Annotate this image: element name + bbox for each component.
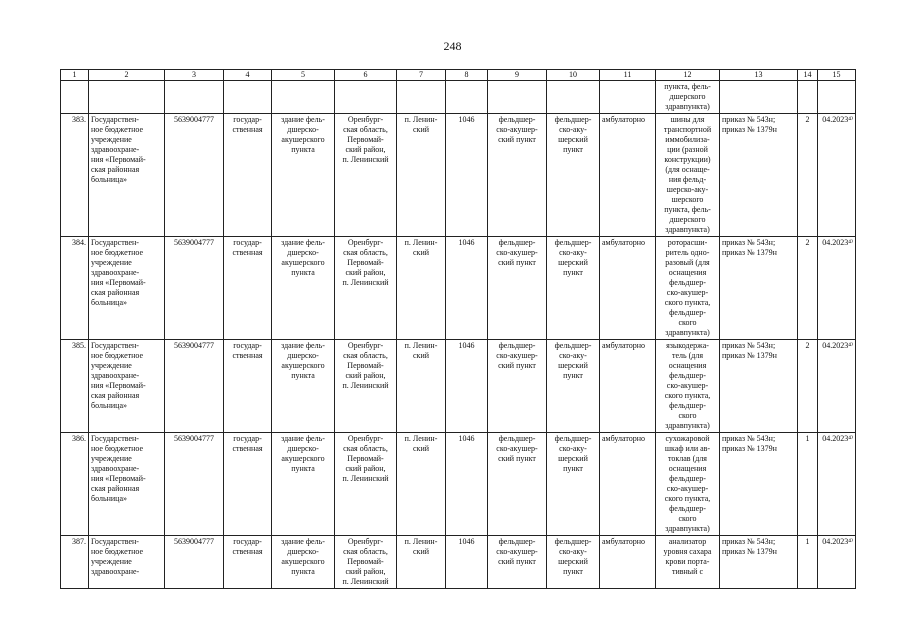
- unit-name: фельдшер- ско-аку- шерский пункт: [547, 536, 600, 589]
- quantity: 1: [798, 536, 818, 589]
- ownership-type: государ- ственная: [224, 114, 272, 237]
- date: 04.2023⁴⁾: [818, 237, 856, 340]
- address: Оренбург- ская область, Первомай- ский район, п. Ленинский: [335, 237, 397, 340]
- care-form: амбулаторно: [600, 114, 656, 237]
- inn-code: 5639004777: [165, 114, 224, 237]
- ownership-type: государ- ственная: [224, 237, 272, 340]
- care-form: амбулаторно: [600, 237, 656, 340]
- ownership-type: государ- ственная: [224, 536, 272, 589]
- column-header: 3: [165, 70, 224, 81]
- table-row: [61, 433, 856, 536]
- order-reference: приказ № 543н; приказ № 1379н: [720, 237, 798, 340]
- code: 1046: [446, 114, 488, 237]
- column-header: 12: [656, 70, 720, 81]
- equipment-name: анализатор уровня сахара крови порта- тивный с: [656, 536, 720, 589]
- quantity: 2: [798, 114, 818, 237]
- column-header: 2: [89, 70, 165, 81]
- row-number: 384.: [61, 237, 89, 340]
- unit-name: фельдшер- ско-аку- шерский пункт: [547, 433, 600, 536]
- equipment-name: шины для транспортной иммобилиза- ции (разной конструкции) (для оснаще- ния фельд- шерско-аку- шерского пункта, фель- дшерского здравпункта): [656, 114, 720, 237]
- column-header: 11: [600, 70, 656, 81]
- care-form: амбулаторно: [600, 433, 656, 536]
- column-header: 4: [224, 70, 272, 81]
- unit-type: фельдшер- ско-акушер- ский пункт: [488, 114, 547, 237]
- date: 04.2023⁴⁾: [818, 536, 856, 589]
- locality: п. Ленин- ский: [397, 237, 446, 340]
- column-header: 7: [397, 70, 446, 81]
- organization-name: Государствен- ное бюджетное учреждение здравоохране- ния «Первомай- ская районная больница»: [89, 237, 165, 340]
- column-header: 15: [818, 70, 856, 81]
- order-reference: приказ № 543н; приказ № 1379н: [720, 536, 798, 589]
- inn-code: 5639004777: [165, 433, 224, 536]
- address: Оренбург- ская область, Первомай- ский район, п. Ленинский: [335, 114, 397, 237]
- unit-name: фельдшер- ско-аку- шерский пункт: [547, 237, 600, 340]
- locality: п. Ленин- ский: [397, 340, 446, 433]
- column-header: 6: [335, 70, 397, 81]
- row-number: 383.: [61, 114, 89, 237]
- locality: п. Ленин- ский: [397, 114, 446, 237]
- table-row: [61, 237, 856, 340]
- row-number: 386.: [61, 433, 89, 536]
- order-reference: приказ № 543н; приказ № 1379н: [720, 340, 798, 433]
- column-header: 10: [547, 70, 600, 81]
- unit-type: фельдшер- ско-акушер- ский пункт: [488, 433, 547, 536]
- quantity: 1: [798, 433, 818, 536]
- unit-type: фельдшер- ско-акушер- ский пункт: [488, 340, 547, 433]
- quantity: 2: [798, 340, 818, 433]
- address: Оренбург- ская область, Первомай- ский район, п. Ленинский: [335, 340, 397, 433]
- care-form: амбулаторно: [600, 340, 656, 433]
- table-row: [61, 114, 856, 237]
- table-row: [61, 340, 856, 433]
- organization-name: Государствен- ное бюджетное учреждение здравоохране-: [89, 536, 165, 589]
- page-number: 248: [443, 39, 462, 53]
- date: 04.2023⁴⁾: [818, 433, 856, 536]
- registry-table: [60, 69, 856, 589]
- code: 1046: [446, 536, 488, 589]
- equipment-name: сухожаровой шкаф или ав- токлав (для оснащения фельдшер- ско-акушер- ского пункта, фельдшер- ского здравпункта): [656, 433, 720, 536]
- organization-name: Государствен- ное бюджетное учреждение здравоохране- ния «Первомай- ская районная больница»: [89, 340, 165, 433]
- column-header: 14: [798, 70, 818, 81]
- unit-type: фельдшер- ско-акушер- ский пункт: [488, 536, 547, 589]
- column-header: 1: [61, 70, 89, 81]
- equipment-name: роторасши- ритель одно- разовый (для оснащения фельдшер- ско-акушер- ского пункта, фельдшер- ского здравпункта): [656, 237, 720, 340]
- equipment-name: языкодержа- тель (для оснащения фельдшер- ско-акушер- ского пункта, фельдшер- ского здравпункта): [656, 340, 720, 433]
- row-number: 385.: [61, 340, 89, 433]
- building-type: здание фель- дшерско- акушерского пункта: [272, 536, 335, 589]
- locality: п. Ленин- ский: [397, 433, 446, 536]
- unit-type: фельдшер- ско-акушер- ский пункт: [488, 237, 547, 340]
- code: 1046: [446, 340, 488, 433]
- inn-code: 5639004777: [165, 237, 224, 340]
- date: 04.2023⁴⁾: [818, 340, 856, 433]
- row-number: 387.: [61, 536, 89, 589]
- quantity: 2: [798, 237, 818, 340]
- order-reference: приказ № 543н; приказ № 1379н: [720, 433, 798, 536]
- order-reference: приказ № 543н; приказ № 1379н: [720, 114, 798, 237]
- continuation-text: пункта, фель- дшерского здравпункта): [656, 81, 720, 114]
- date: 04.2023⁴⁾: [818, 114, 856, 237]
- address: Оренбург- ская область, Первомай- ский район, п. Ленинский: [335, 536, 397, 589]
- locality: п. Ленин- ский: [397, 536, 446, 589]
- column-header: 8: [446, 70, 488, 81]
- organization-name: Государствен- ное бюджетное учреждение здравоохране- ния «Первомай- ская районная больница»: [89, 433, 165, 536]
- code: 1046: [446, 433, 488, 536]
- building-type: здание фель- дшерско- акушерского пункта: [272, 237, 335, 340]
- ownership-type: государ- ственная: [224, 433, 272, 536]
- building-type: здание фель- дшерско- акушерского пункта: [272, 114, 335, 237]
- care-form: амбулаторно: [600, 536, 656, 589]
- building-type: здание фель- дшерско- акушерского пункта: [272, 340, 335, 433]
- header-row: [61, 70, 856, 81]
- unit-name: фельдшер- ско-аку- шерский пункт: [547, 340, 600, 433]
- column-header: 5: [272, 70, 335, 81]
- organization-name: Государствен- ное бюджетное учреждение здравоохране- ния «Первомай- ская районная больница»: [89, 114, 165, 237]
- inn-code: 5639004777: [165, 340, 224, 433]
- code: 1046: [446, 237, 488, 340]
- continuation-row: [61, 81, 856, 114]
- unit-name: фельдшер- ско-аку- шерский пункт: [547, 114, 600, 237]
- inn-code: 5639004777: [165, 536, 224, 589]
- column-header: 13: [720, 70, 798, 81]
- table-row: [61, 536, 856, 589]
- ownership-type: государ- ственная: [224, 340, 272, 433]
- column-header: 9: [488, 70, 547, 81]
- building-type: здание фель- дшерско- акушерского пункта: [272, 433, 335, 536]
- address: Оренбург- ская область, Первомай- ский район, п. Ленинский: [335, 433, 397, 536]
